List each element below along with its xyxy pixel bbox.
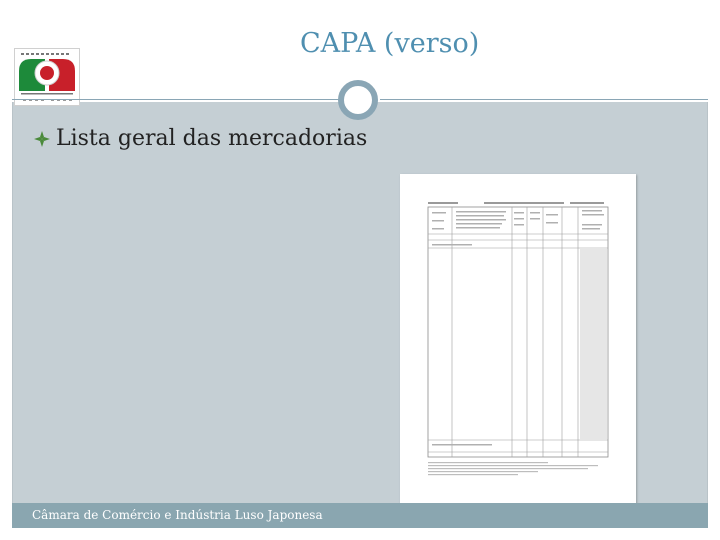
header-divider-right (380, 99, 708, 100)
chamber-logo (14, 48, 80, 106)
bullet-text: Lista geral das mercadorias (56, 126, 368, 151)
document-image (400, 174, 636, 509)
header-divider-left (12, 99, 342, 100)
footer-text: Câmara de Comércio e Indústria Luso Japonesa (32, 508, 323, 522)
slide-title: CAPA (verso) (300, 28, 480, 59)
bullet-item (33, 126, 367, 151)
diamond-bullet-icon (33, 130, 51, 148)
circle-icon (338, 80, 378, 120)
